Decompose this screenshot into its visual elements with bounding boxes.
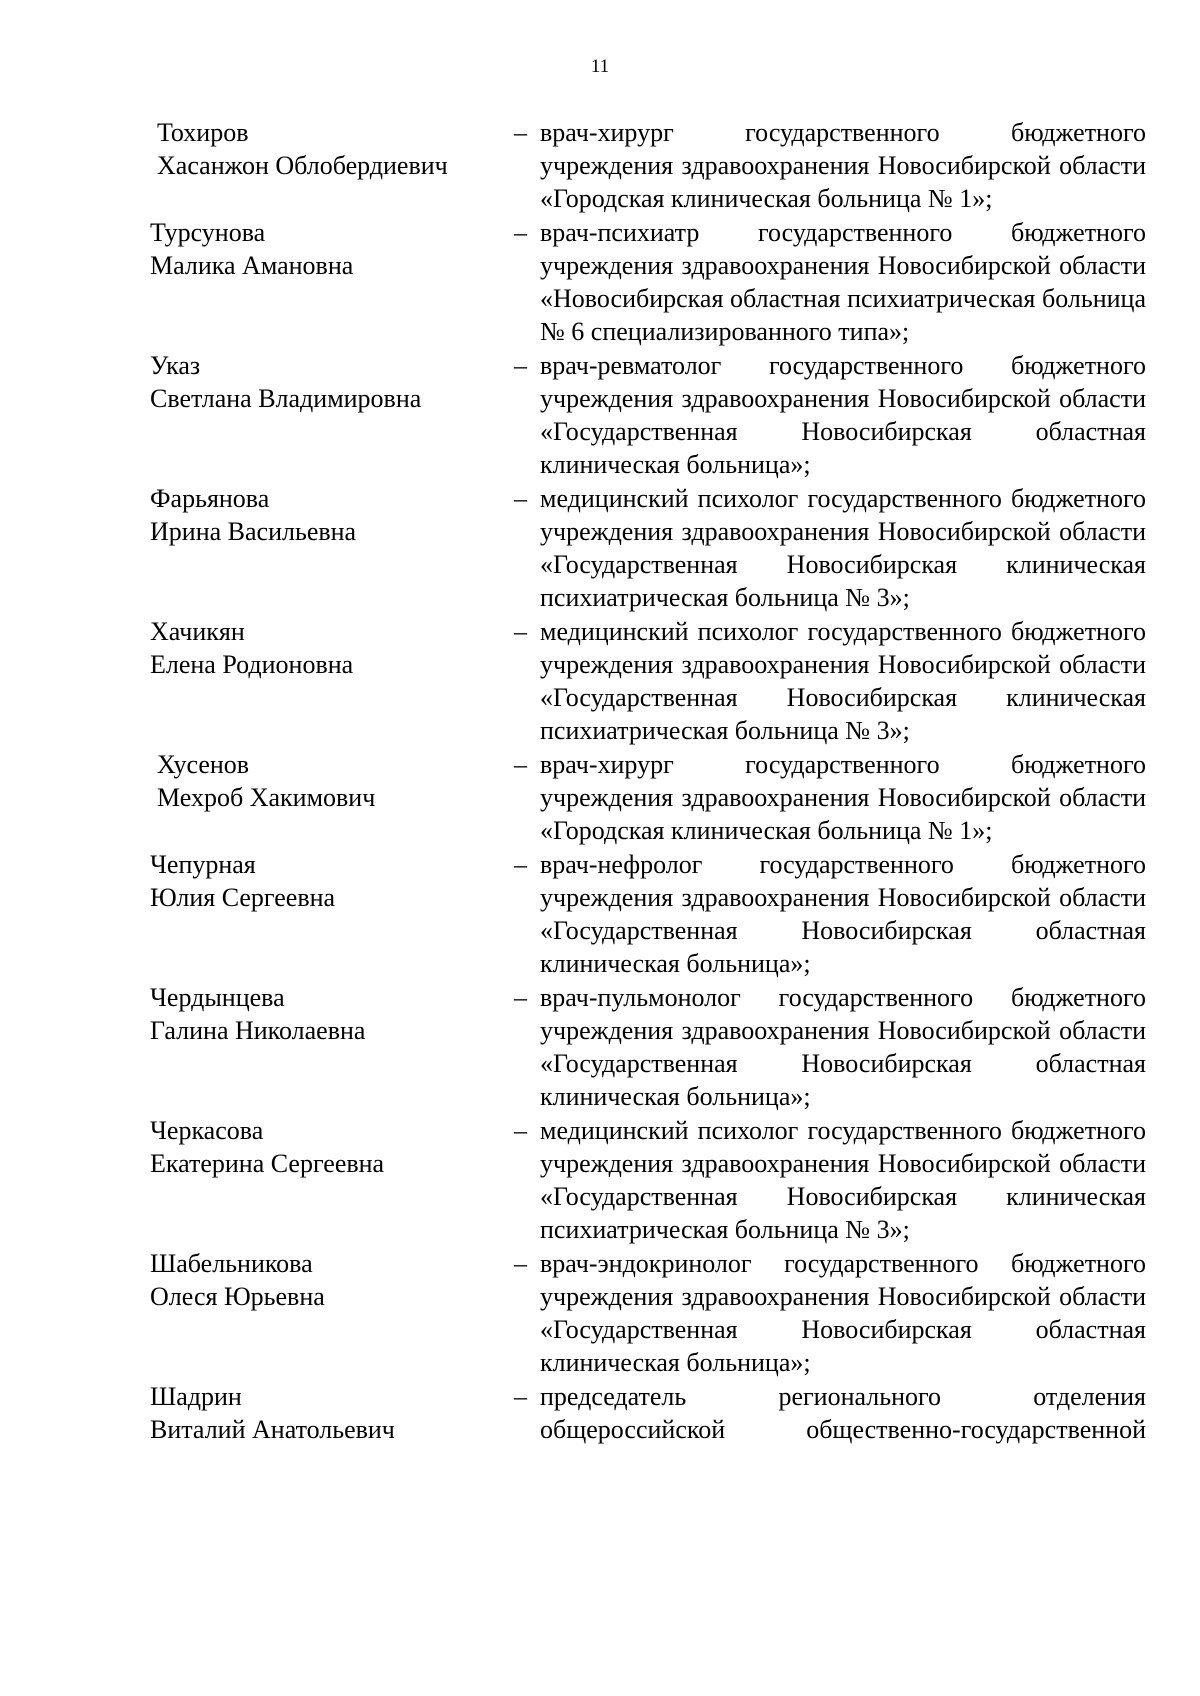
surname: Шабельникова bbox=[150, 1249, 313, 1278]
list-item bbox=[0, 349, 1200, 481]
given-names: Галина Николаевна bbox=[150, 1016, 366, 1045]
dash: – bbox=[514, 1249, 527, 1278]
position-text: медицинский психолог государственного бюджетного учреждения здравоохранения Новосибирской области «Государственная Новосибирская клиническая психиатрическая больница № 3»; bbox=[540, 617, 1146, 745]
position-text: врач-ревматолог государственного бюджетного учреждения здравоохранения Новосибирской области «Государственная Новосибирская областная клиническая больница»; bbox=[540, 351, 1146, 479]
position-text: медицинский психолог государственного бюджетного учреждения здравоохранения Новосибирской области «Государственная Новосибирская клиническая психиатрическая больница № 3»; bbox=[540, 484, 1146, 612]
given-names: Светлана Владимировна bbox=[150, 384, 422, 413]
position-text: врач-хирург государственного бюджетного учреждения здравоохранения Новосибирской области «Городская клиническая больница № 1»; bbox=[540, 750, 1146, 845]
given-names: Малика Амановна bbox=[150, 251, 354, 280]
position-text: врач-нефролог государственного бюджетного учреждения здравоохранения Новосибирской области «Государственная Новосибирская областная клиническая больница»; bbox=[540, 850, 1146, 978]
dash: – bbox=[514, 218, 527, 247]
person-name bbox=[150, 482, 490, 548]
position-text: врач-пульмонолог государственного бюджетного учреждения здравоохранения Новосибирской области «Государственная Новосибирская областная клиническая больница»; bbox=[540, 983, 1146, 1111]
list-item bbox=[0, 981, 1200, 1113]
list-item bbox=[0, 1114, 1200, 1246]
surname: Турсунова bbox=[150, 218, 266, 247]
dash: – bbox=[514, 750, 527, 779]
dash: – bbox=[514, 118, 527, 147]
dash: – bbox=[514, 1116, 527, 1145]
surname: Тохиров bbox=[157, 118, 249, 147]
position-text: председатель регионального отделения общероссийской общественно-государственной bbox=[540, 1382, 1146, 1444]
dash: – bbox=[514, 484, 527, 513]
surname: Черкасова bbox=[150, 1116, 264, 1145]
page-number: 11 bbox=[590, 56, 610, 77]
surname: Чердынцева bbox=[150, 983, 285, 1012]
position-text: врач-психиатр государственного бюджетного учреждения здравоохранения Новосибирской области «Новосибирская областная психиатрическая больница № 6 специализированного типа»; bbox=[540, 218, 1146, 346]
given-names: Олеся Юрьевна bbox=[150, 1282, 325, 1311]
given-names: Хасанжон Облобердиевич bbox=[157, 151, 448, 180]
position-text: медицинский психолог государственного бюджетного учреждения здравоохранения Новосибирской области «Государственная Новосибирская клиническая психиатрическая больница № 3»; bbox=[540, 1116, 1146, 1244]
surname: Фарьянова bbox=[150, 484, 270, 513]
list-item bbox=[0, 748, 1200, 847]
dash: – bbox=[514, 983, 527, 1012]
given-names: Елена Родионовна bbox=[150, 650, 354, 679]
person-name bbox=[150, 981, 490, 1047]
given-names: Екатерина Сергеевна bbox=[150, 1149, 385, 1178]
position-text: врач-эндокринолог государственного бюджетного учреждения здравоохранения Новосибирской области «Государственная Новосибирская областная клиническая больница»; bbox=[540, 1249, 1146, 1377]
surname: Шадрин bbox=[150, 1382, 242, 1411]
list-item bbox=[0, 1380, 1200, 1446]
person-name bbox=[150, 1380, 490, 1446]
surname: Указ bbox=[150, 351, 201, 380]
dash: – bbox=[514, 351, 527, 380]
dash: – bbox=[514, 617, 527, 646]
surname: Хусенов bbox=[157, 750, 250, 779]
dash: – bbox=[514, 1382, 527, 1411]
person-name bbox=[150, 1114, 490, 1180]
given-names: Ирина Васильевна bbox=[150, 517, 357, 546]
person-name bbox=[157, 748, 497, 814]
person-name bbox=[150, 349, 490, 415]
list-item bbox=[0, 216, 1200, 348]
surname: Чепурная bbox=[150, 850, 256, 879]
list-item bbox=[0, 116, 1200, 215]
given-names: Мехроб Хакимович bbox=[157, 783, 376, 812]
given-names: Виталий Анатольевич bbox=[150, 1415, 395, 1444]
person-name bbox=[157, 116, 497, 182]
dash: – bbox=[514, 850, 527, 879]
surname: Хачикян bbox=[150, 617, 245, 646]
list-item bbox=[0, 615, 1200, 747]
member-list bbox=[0, 116, 1200, 1447]
list-item bbox=[0, 1247, 1200, 1379]
given-names: Юлия Сергеевна bbox=[150, 883, 336, 912]
person-name bbox=[150, 216, 490, 282]
list-item bbox=[0, 482, 1200, 614]
person-name bbox=[150, 1247, 490, 1313]
list-item bbox=[0, 848, 1200, 980]
person-name bbox=[150, 615, 490, 681]
position-text: врач-хирург государственного бюджетного учреждения здравоохранения Новосибирской области «Городская клиническая больница № 1»; bbox=[540, 118, 1146, 213]
person-name bbox=[150, 848, 490, 914]
